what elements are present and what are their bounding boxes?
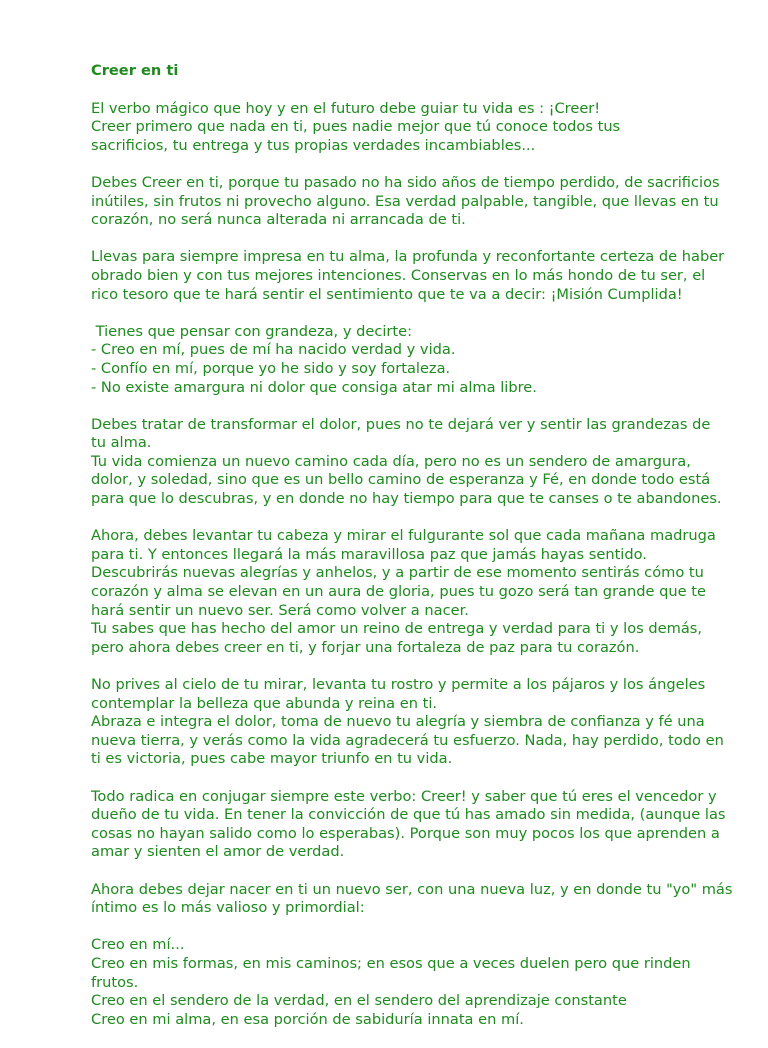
- text-line: frutos.: [91, 973, 139, 991]
- paragraph-1: [91, 100, 731, 156]
- text-line: Creo en mí...: [91, 936, 185, 954]
- text-line: Todo radica en conjugar siempre este verbo: Creer! y saber que tú eres el vencedor y: [91, 787, 717, 805]
- text-line: - Confío en mí, porque yo he sido y soy fortaleza.: [91, 359, 451, 377]
- text-line: Ahora debes dejar nacer en ti un nuevo ser, con una nueva luz, y en donde tu "yo" más: [91, 880, 733, 898]
- text-line: Creer primero que nada en ti, pues nadie mejor que tú conoce todos tus: [91, 118, 621, 136]
- text-line: Creo en el sendero de la verdad, en el sendero del aprendizaje constante: [91, 992, 627, 1010]
- paragraph-10: [91, 936, 731, 1029]
- text-line: Abraza e integra el dolor, toma de nuevo tu alegría y siembra de confianza y fé una: [91, 713, 705, 731]
- text-line: dueño de tu vida. En tener la convicción de que tú has amado sin medida, (aunque las: [91, 806, 726, 824]
- text-line: sacrificios, tu entrega y tus propias verdades incambiables...: [91, 136, 536, 154]
- document-title: Creer en ti: [91, 62, 179, 79]
- text-line: amar y sienten el amor de verdad.: [91, 843, 345, 861]
- text-line: dolor, y soledad, sino que es un bello camino de esperanza y Fé, en donde todo está: [91, 471, 711, 489]
- text-line: Debes Creer en ti, porque tu pasado no ha sido años de tiempo perdido, de sacrificios: [91, 173, 720, 191]
- text-line: pero ahora debes creer en ti, y forjar una fortaleza de paz para tu corazón.: [91, 638, 640, 656]
- text-line: Descubrirás nuevas alegrías y anhelos, y a partir de ese momento sentirás cómo tu: [91, 564, 704, 582]
- text-line: obrado bien y con tus mejores intenciones. Conservas en lo más hondo de tu ser, el: [91, 266, 706, 284]
- text-line: para que lo descubras, y en donde no hay tiempo para que te canses o te abandones.: [91, 490, 722, 508]
- text-line: - No existe amargura ni dolor que consiga atar mi alma libre.: [91, 378, 537, 396]
- text-line: Debes tratar de transformar el dolor, pues no te dejará ver y sentir las grandezas de: [91, 415, 711, 433]
- text-line: Llevas para siempre impresa en tu alma, la profunda y reconfortante certeza de haber: [91, 248, 725, 266]
- text-line: Tu vida comienza un nuevo camino cada día, pero no es un sendero de amargura,: [91, 452, 691, 470]
- text-line: Tienes que pensar con grandeza, y decirte:: [91, 322, 413, 340]
- text-line: nueva tierra, y verás como la vida agradecerá tu esfuerzo. Nada, hay perdido, todo en: [91, 731, 724, 749]
- text-line: cosas no hayan salido como lo esperabas). Porque son muy pocos los que aprenden a: [91, 824, 720, 842]
- document-page: [91, 62, 731, 1048]
- text-line: El verbo mágico que hoy y en el futuro debe guiar tu vida es : ¡Creer!: [91, 99, 601, 117]
- text-line: Tu sabes que has hecho del amor un reino de entrega y verdad para ti y los demás,: [91, 620, 703, 638]
- text-line: inútiles, sin frutos ni provecho alguno. Esa verdad palpable, tangible, que llevas en tu: [91, 192, 719, 210]
- paragraph-8: [91, 788, 731, 862]
- paragraph-2: [91, 174, 731, 230]
- text-line: contemplar la belleza que abunda y reina en ti.: [91, 694, 438, 712]
- paragraph-3: [91, 248, 731, 304]
- text-line: rico tesoro que te hará sentir el sentimiento que te va a decir: ¡Misión Cumplida!: [91, 285, 683, 303]
- text-line: corazón, no será nunca alterada ni arrancada de ti.: [91, 211, 466, 229]
- paragraph-7: [91, 676, 731, 769]
- paragraph-5: [91, 416, 731, 509]
- paragraph-4: [91, 323, 731, 397]
- text-line: corazón y alma se elevan en un aura de gloria, pues tu gozo será tan grande que te: [91, 583, 706, 601]
- text-line: Ahora, debes levantar tu cabeza y mirar el fulgurante sol que cada mañana madruga: [91, 527, 716, 545]
- paragraph-9: [91, 881, 731, 918]
- text-line: Creo en mis formas, en mis caminos; en esos que a veces duelen pero que rinden: [91, 954, 691, 972]
- text-line: tu alma.: [91, 434, 152, 452]
- text-line: íntimo es lo más valioso y primordial:: [91, 899, 365, 917]
- paragraph-6: [91, 527, 731, 657]
- text-line: Creo en mi alma, en esa porción de sabiduría innata en mí.: [91, 1010, 524, 1028]
- text-line: para ti. Y entonces llegará la más maravillosa paz que jamás hayas sentido.: [91, 545, 647, 563]
- text-line: - Creo en mí, pues de mí ha nacido verdad y vida.: [91, 341, 456, 359]
- text-line: ti es victoria, pues cabe mayor triunfo en tu vida.: [91, 750, 453, 768]
- text-line: hará sentir un nuevo ser. Será como volver a nacer.: [91, 601, 469, 619]
- text-line: No prives al cielo de tu mirar, levanta tu rostro y permite a los pájaros y los ángeles: [91, 676, 706, 693]
